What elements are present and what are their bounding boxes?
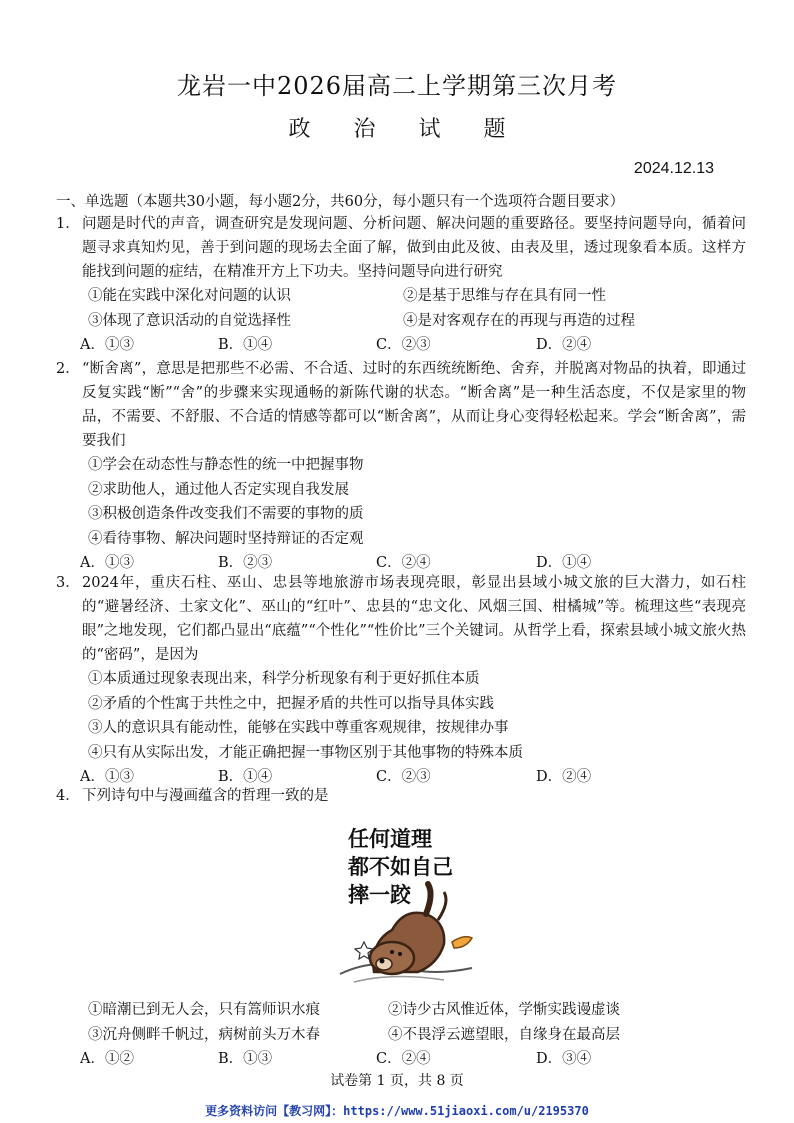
answer-choice-d[interactable]: D．①④ <box>536 555 592 571</box>
answer-choice-a[interactable]: A．①② <box>80 1051 134 1067</box>
answer-choice-c[interactable]: C．②④ <box>376 555 431 571</box>
question-stem: 2024年，重庆石柱、巫山、忠县等地旅游市场表现亮眼，彰显出县域小城文旅的巨大潜力，如石柱的“避暑经济、土家文化”、巫山的“红叶”、忠县的“忠文化、风烟三国、柑橘城”等。梳理这些“表现亮眼”之地发现，它们都凸显出“底蕴”“个性化”“性价比”三个关键词。从哲学上看，探索县域小城文旅火热的“密码”，是因为 <box>82 575 746 663</box>
option-item: ③体现了意识活动的自觉选择性 <box>88 312 291 329</box>
option-item: ④是对客观存在的再现与再造的过程 <box>403 312 635 329</box>
question-number: 3． <box>56 575 80 591</box>
answer-choice-d[interactable]: D．②④ <box>536 769 592 785</box>
option-item: ②是基于思维与存在具有同一性 <box>403 288 606 304</box>
option-item: ①暗潮已到无人会，只有篙师识水痕 <box>88 1002 320 1018</box>
comic-caption-line: 任何道理 <box>348 827 432 851</box>
exam-subtitle: 政 治 试 题 <box>288 117 524 142</box>
comic-caption-line: 摔一跤 <box>348 883 411 907</box>
answer-choice-a[interactable]: A．①③ <box>80 337 134 353</box>
option-item: ①能在实践中深化对问题的认识 <box>88 288 291 304</box>
answer-choice-b[interactable]: B．①④ <box>218 769 273 785</box>
question-stem: 问题是时代的声音，调查研究是发现问题、分析问题、解决问题的重要路径。要坚持问题导向，循着问题寻求真知灼见，善于到问题的现场去全面了解，做到由此及彼、由表及里，透过现象看本质。这样方能找到问题的症结，在精准开方上下功夫。坚持问题导向进行研究 <box>82 216 746 280</box>
question-2 <box>56 357 746 575</box>
answer-choice-c[interactable]: C．②③ <box>376 337 431 353</box>
question-4-options <box>56 998 746 1071</box>
source-link[interactable]: 更多资料访问【教习网】：https://www.51jiaoxi.com/u/2195370 <box>205 1104 589 1118</box>
option-item: ②诗少古风惟近体，学惭实践谩虚谈 <box>388 1002 620 1018</box>
option-item: ④看待事物、解决问题时坚持辩证的否定观 <box>88 530 364 547</box>
answer-choice-a[interactable]: A．①③ <box>80 555 134 571</box>
section-heading: 一、单选题（本题共30小题，每小题2分，共60分，每小题只有一个选项符合题目要求） <box>56 194 625 210</box>
question-4 <box>56 784 746 808</box>
exam-title: 龙岩一中2026届高二上学期第三次月考 <box>176 72 618 100</box>
option-item: ③积极创造条件改变我们不需要的事物的质 <box>88 506 364 522</box>
answer-choices <box>80 1047 746 1071</box>
answer-choice-c[interactable]: C．②③ <box>376 769 431 785</box>
page-footer: 试卷第 1 页，共 8 页 <box>330 1073 464 1089</box>
answer-choices <box>80 333 746 357</box>
option-item: ②矛盾的个性寓于共性之中，把握矛盾的共性可以指导具体实践 <box>88 695 494 712</box>
option-item: ④不畏浮云遮望眼，自缘身在最高层 <box>388 1026 620 1043</box>
question-number: 1． <box>56 216 80 232</box>
answer-choice-a[interactable]: A．①③ <box>80 769 134 785</box>
question-number: 2． <box>56 361 80 377</box>
question-stem: “断舍离”，意思是把那些不必需、不合适、过时的东西统统断绝、舍弃，并脱离对物品的执着，即通过反复实践“断”“舍”的步骤来实现通畅的新陈代谢的状态。“断舍离”是一种生活态度，不仅是家里的物品，不需要、不舒服、不合适的情感等都可以“断舍离”，从而让身心变得轻松起来。学会“断舍离”，需要我们 <box>82 361 746 449</box>
option-item: ③人的意识具有能动性，能够在实践中尊重客观规律，按规律办事 <box>88 720 509 736</box>
question-3 <box>56 571 746 789</box>
option-item: ①学会在动态性与静态性的统一中把握事物 <box>88 457 364 473</box>
option-item: ④只有从实际出发，才能正确把握一事物区别于其他事物的特殊本质 <box>88 744 523 761</box>
option-item: ①本质通过现象表现出来，科学分析现象有利于更好抓住本质 <box>88 671 480 687</box>
answer-choice-b[interactable]: B．①④ <box>218 337 273 353</box>
answer-choice-b[interactable]: B．①③ <box>218 1051 273 1067</box>
option-item: ③沉舟侧畔千帆过，病树前头万木春 <box>88 1026 320 1043</box>
comic-illustration <box>334 822 478 988</box>
answer-choice-c[interactable]: C．②④ <box>376 1051 431 1067</box>
option-item: ②求助他人，通过他人否定实现自我发展 <box>88 481 349 498</box>
exam-date: 2024.12.13 <box>633 160 714 177</box>
comic-caption-line: 都不如自己 <box>348 855 453 879</box>
answer-choice-d[interactable]: D．②④ <box>536 337 592 353</box>
question-1 <box>56 212 746 357</box>
question-number: 4． <box>56 788 80 804</box>
question-stem: 下列诗句中与漫画蕴含的哲理一致的是 <box>82 788 329 804</box>
answer-choice-d[interactable]: D．③④ <box>536 1051 592 1067</box>
option-list <box>88 284 746 333</box>
answer-choice-b[interactable]: B．②③ <box>218 555 273 571</box>
